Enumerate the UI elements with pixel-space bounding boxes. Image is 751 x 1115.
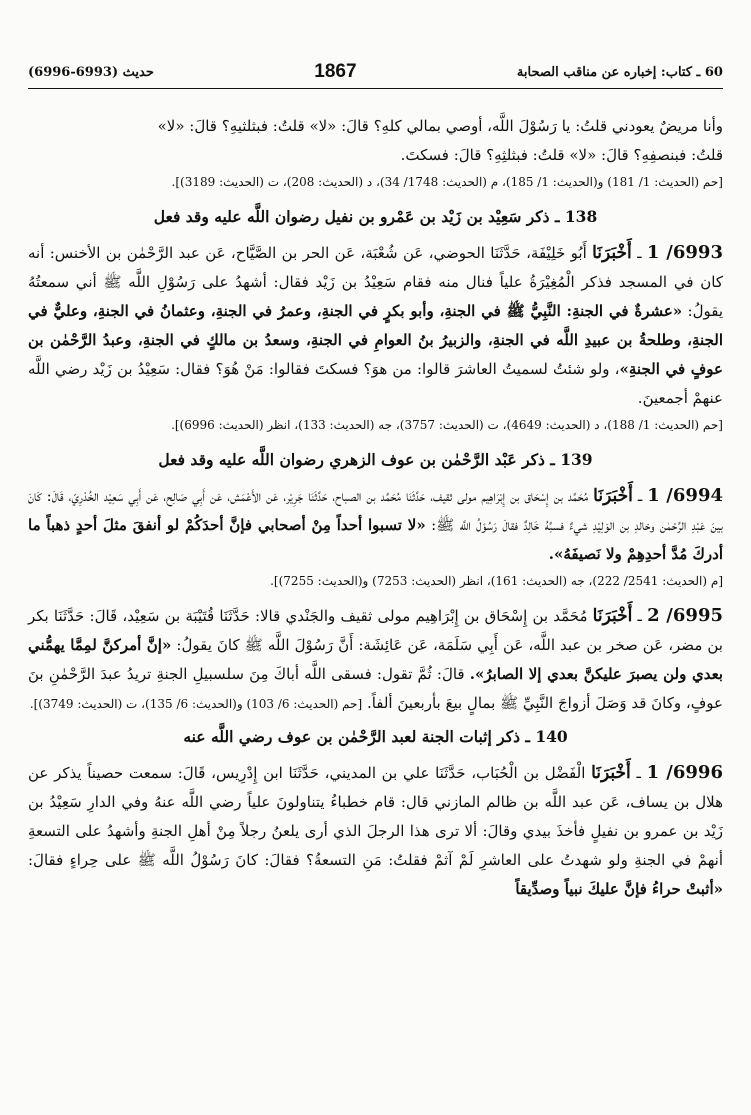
hadith-6995-reference: [حم (الحديث: 6/ 103) و(الحديث: 6/ 135)، ت (الحديث: 3749)]. — [29, 697, 363, 711]
hadith-number: 6993/ 1 — [646, 242, 723, 263]
hadith-range: حديث (6993-6996) — [28, 64, 154, 80]
intro-reference: [حم (الحديث: 1/ 181) و(الحديث: 1/ 185)، م (الحديث: 1748/ 34)، د (الحديث: 208)، ت (الحديث: 3189)]. — [171, 175, 723, 189]
book-title: 60 ـ كتاب: إخباره عن مناقب الصحابة — [516, 64, 723, 80]
hadith-6996: 6996/ 1 ـ أَخْبَرَنَا الْفَضْل بن الْحُبَاب، حَدَّثَنَا علي بن المديني، حَدَّثَنَا ابن إِدْرِيس، قَالَ: سمعت حصيناً يذكر عن هلال بن يساف، عَن عبد اللَّه بن ظالم المازني قال: قام خطباءُ يتناولونَ علياً رضي اللَّه عنهُ وفي الدارِ سَعِيْدُ بن زَيْد بن عمرو بن نفيلٍ فأخذَ بيدي وقالَ: ألا ترى هذا الرجلَ الذي أرى يلعنُ رجلاً مِنْ أهلِ الجنةِ وأشهدُ على التسعةِ أنهمْ في الجنةِ ولو شهدتُ على العاشرِ لَمْ آثمْ فقلتُ: مَنِ التسعةُ؟ فقالَ: كانَ رَسُوْلُ اللَّه ﷺ على حِراءٍ فقالَ: «أثبتْ حراءُ فإنَّ عليكَ نبياً وصدِّيقاً — [28, 762, 723, 898]
hadith-6994-reference: [م (الحديث: 2541/ 222)، جه (الحديث: 161)، انظر (الحديث: 7253) و(الحديث: 7255)]. — [270, 574, 723, 588]
intro-line-2: قلتُ: فبنصفِهِ؟ قالَ: «لا» قلتُ: فبثلثِهِ؟ قالَ: فسكتَ. — [400, 146, 723, 164]
hadith-text: أَبُو خَلِيْفَة، حَدَّثَنَا الحوضي، عَن شُعْبَة، عَن الحر بن الصَّيَّاح، عَن عبد الرَّحْمٰن بن الأخنس: أنه كان في المسجد فذكر الْمُغِيْرَةُ علياً فنال منه فقام سَعِيْدُ بن زَيْد فقال: أشهدُ على رَسُوْلِ اللَّه ﷺ أني سمعتُهُ يقولُ: — [28, 244, 723, 320]
hadith-number: 6995/ 2 — [647, 605, 723, 626]
akhbarana: أَخْبَرَنَا — [592, 606, 633, 626]
intro-line-1: وأنا مريضٌ يعودني قلتُ: يا رَسُوْلَ اللَّه، أوصي بمالي كلهِ؟ قالَ: «لا» قلتُ: فبثلثيهِ؟ قالَ: «لا» — [157, 117, 723, 135]
hadith-6994: 6994/ 1 ـ أَخْبَرَنَا مُحَمَّد بن إِسْحَاق بن إِبْرَاهِيم مولى ثقيف، حَدَّثَنَا مُحَمَّد بن الصباح، حَدَّثَنَا جَرِيْر، عَن الأَعْمَش، عَن أَبِي صَالِح، عَن أَبِي سَعِيْد الخُدْرِيّ، قَالَ: كَانَ بينَ عَبْدِ الرَّحْمٰن وخالدِ بن الوَلِيْدِ شيءٌ فسبَّهُ خَالِدٌ فقالَ رَسُوْلُ اللَّه ﷺ: «لا تسبوا أحداً مِنْ أصحابي فإنَّ أحدَكُمْ لو أنفقَ مثلَ أحدٍ ذهباً ما أدركَ مُدَّ أحدِهِمْ ولا نَصيفَهُ». — [28, 485, 723, 563]
akhbarana: أَخْبَرَنَا — [591, 763, 631, 783]
section-140-title: 140 ـ ذكر إثبات الجنة لعبد الرَّحْمٰن بن عوف رضي اللَّه عنه — [183, 727, 568, 746]
hadith-text-end: قالَ: ثُمَّ تقول: فسقى اللَّه أباكَ مِنَ سلسبيلِ الجنةِ تريدُ عبدَ الرَّحْمٰنِ بنَ عوفٍ، وكانَ قد وَصَلَ أزواجَ النَّبِيِّ ﷺ بمالٍ بيعَ بأربعينَ ألفاً. — [28, 665, 723, 712]
page-number: 1867 — [314, 61, 357, 82]
hadith-text: الْفَضْل بن الْحُبَاب، حَدَّثَنَا علي بن المديني، حَدَّثَنَا ابن إِدْرِيس، قَالَ: سمعت حصيناً يذكر عن هلال بن يساف، عَن عبد اللَّه بن ظالم المازني قال: قام خطباءُ يتناولونَ علياً رضي اللَّه عنهُ وفي الدارِ سَعِيْدُ بن زَيْد بن عمرو بن نفيلٍ فأخذَ بيدي وقالَ: ألا ترى هذا الرجلَ الذي أرى يلعنُ رجلاً مِنْ أهلِ الجنةِ وأشهدُ على التسعةِ أنهمْ في الجنةِ ولو شهدتُ على العاشرِ لَمْ آثمْ فقلتُ: مَنِ التسعةُ؟ فقالَ: كانَ رَسُوْلُ اللَّه ﷺ على حِراءٍ فقالَ: — [28, 764, 723, 869]
page-content — [28, 112, 723, 904]
section-139-title: 139 ـ ذكر عَبْد الرَّحْمٰن بن عوف الزهري رضوان اللَّه عليه وقد فعل — [158, 450, 593, 469]
section-138-title: 138 ـ ذكر سَعِيْد بن زَيْد بن عَمْرو بن نفيل رضوان اللَّه عليه وقد فعل — [153, 207, 598, 226]
hadith-6993-reference: [حم (الحديث: 1/ 188)، د (الحديث: 4649)، ت (الحديث: 3757)، جه (الحديث: 133)، انظر (الحديث: 6996)]. — [171, 418, 723, 432]
hadith-number: 6996/ 1 — [646, 762, 723, 783]
header-rule — [28, 88, 723, 89]
hadith-text: مُحَمَّد بن إِسْحَاق بن إِبْرَاهِيم مولى ثقيف، حَدَّثَنَا مُحَمَّد بن الصباح، حَدَّثَنَا جَرِيْر، عَن الأَعْمَش، عَن أَبِي صَالِح، عَن أَبِي سَعِيْد الخُدْرِيّ، قَالَ: كَانَ بينَ عَبْدِ الرَّحْمٰن وخالدِ بن الوَلِيْدِ شيءٌ فسبَّهُ خَالِدٌ فقالَ رَسُوْلُ اللَّه ﷺ: — [28, 487, 723, 534]
running-header — [28, 58, 723, 86]
hadith-quote: «أثبتْ حراءُ فإنَّ عليكَ نبياً وصدِّيقاً — [515, 880, 723, 898]
hadith-text: مُحَمَّد بن إِسْحَاق بن إِبْرَاهِيم مولى ثقيف والجَنْدي قالا: حَدَّثَنَا قُتَيْبَة بن سَعِيْد، قَالَ: حَدَّثَنَا بكر بن مضر، عَن صخر بن عبد اللَّه، عَن أَبِي سَلَمَة، عَن عَائِشَة: أَنَّ رَسُوْلَ اللَّه ﷺ كانَ يقولُ: — [28, 607, 723, 654]
hadith-text-end: ، ولو شئتُ لسميتُ العاشرَ قالوا: من هوَ؟ فسكتَ فقالوا: مَنْ هُوَ؟ فقال: سَعِيْدُ بن زَيْد رضي اللَّه عنهمْ أجمعينَ. — [28, 360, 723, 407]
hadith-quote: «إنَّ أمركنَّ لمِمَّا يهمُّني بعدي ولن يصبرَ عليكنَّ بعدي إلا الصابرُ». — [28, 636, 723, 683]
hadith-6993: 6993/ 1 ـ أَخْبَرَنَا أَبُو خَلِيْفَة، حَدَّثَنَا الحوضي، عَن شُعْبَة، عَن الحر بن الصَّيَّاح، عَن عبد الرَّحْمٰن بن الأخنس: أنه كان في المسجد فذكر الْمُغِيْرَةُ علياً فنال منه فقام سَعِيْدُ بن زَيْد فقال: أشهدُ على رَسُوْلِ اللَّه ﷺ أني سمعتُهُ يقولُ: «عشرةٌ في الجنةِ: النَّبِيُّ ﷺ في الجنةِ، وأبو بكرٍ في الجنةِ، وعمرُ في الجنةِ، وعثمانُ في الجنةِ، وعليٌّ في الجنةِ، وطلحةُ بن عبيدِ اللَّه في الجنةِ، والزبيرُ بنُ العوامِ في الجنةِ، وسعدُ بن مالكٍ في الجنةِ، وعبدُ الرَّحْمٰن بن عوفٍ في الجنةِ»، ولو شئتُ لسميتُ العاشرَ قالوا: من هوَ؟ فسكتَ فقالوا: مَنْ هُوَ؟ فقال: سَعِيْدُ بن زَيْد رضي اللَّه عنهمْ أجمعينَ. — [28, 242, 724, 407]
hadith-6995: 6995/ 2 ـ أَخْبَرَنَا مُحَمَّد بن إِسْحَاق بن إِبْرَاهِيم مولى ثقيف والجَنْدي قالا: حَدَّثَنَا قُتَيْبَة بن سَعِيْد، قَالَ: حَدَّثَنَا بكر بن مضر، عَن صخر بن عبد اللَّه، عَن أَبِي سَلَمَة، عَن عَائِشَة: أَنَّ رَسُوْلَ اللَّه ﷺ كانَ يقولُ: «إنَّ أمركنَّ لمِمَّا يهمُّني بعدي ولن يصبرَ عليكنَّ بعدي إلا الصابرُ». قالَ: ثُمَّ تقول: فسقى اللَّه أباكَ مِنَ سلسبيلِ الجنةِ تريدُ عبدَ الرَّحْمٰنِ بنَ عوفٍ، وكانَ قد وَصَلَ أزواجَ النَّبِيِّ ﷺ بمالٍ بيعَ بأربعينَ ألفاً. [حم (الحديث: 6/ 103) و(الحديث: 6/ 135)، ت (الحديث: 3749)]. — [28, 605, 723, 712]
hadith-quote: «لا تسبوا أحداً مِنْ أصحابي فإنَّ أحدَكُمْ لو أنفقَ مثلَ أحدٍ ذهباً ما أدركَ مُدَّ أحدِهِمْ ولا نَصيفَهُ». — [28, 516, 723, 563]
akhbarana: أَخْبَرَنَا — [593, 486, 633, 506]
akhbarana: أَخْبَرَنَا — [592, 243, 632, 263]
hadith-number: 6994/ 1 — [647, 485, 723, 506]
hadith-quote: «عشرةٌ في الجنةِ: النَّبِيُّ ﷺ في الجنةِ، وأبو بكرٍ في الجنةِ، وعمرُ في الجنةِ، وعثمانُ في الجنةِ، وعليٌّ في الجنةِ، وطلحةُ بن عبيدِ اللَّه في الجنةِ، والزبيرُ بنُ العوامِ في الجنةِ، وسعدُ بن مالكٍ في الجنةِ، وعبدُ الرَّحْمٰن بن عوفٍ في الجنةِ» — [28, 302, 724, 378]
